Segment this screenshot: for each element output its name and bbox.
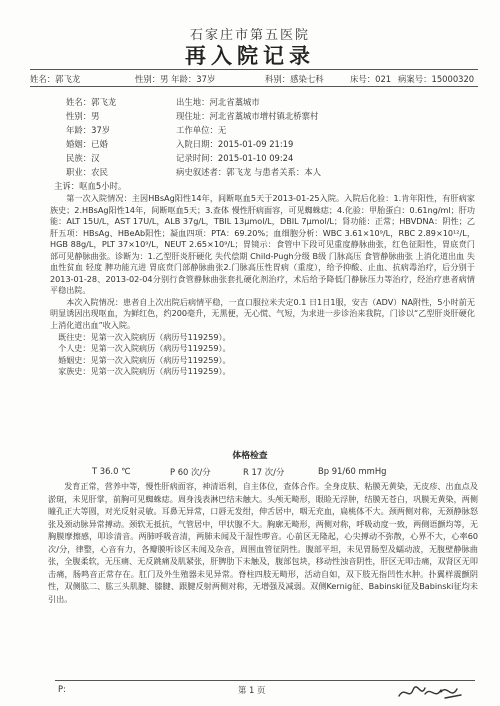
page-number: 第 1 页 bbox=[238, 685, 266, 695]
handwritten-signature bbox=[395, 680, 465, 704]
info-address: 现住址：河北省藁城市增村镇北桥寨村 bbox=[176, 111, 319, 121]
divider-top bbox=[30, 69, 478, 70]
id-case-number: 病案号：15000320 bbox=[398, 74, 475, 84]
patient-id-bar bbox=[30, 70, 480, 85]
vital-pulse: P 60 次/分 bbox=[170, 467, 211, 477]
history-current-admission: 本次入院情况：患者自上次出院后病情平稳，一直口服拉米夫定0.1 日1日1服，安吉（ADV）NA附性，5小时前无明显诱因出现呕血，为鲜红色，约200毫升，无黑便，无心慌、气短，为求进一步诊治来我院，门诊以“乙型肝炎肝硬化 上消化道出血”收入院。 bbox=[50, 296, 475, 331]
history-past-text: 见第一次入院病历（病历号119259）。 bbox=[90, 331, 231, 342]
vital-respiration: R 17 次/分 bbox=[243, 467, 285, 477]
physical-exam-heading: 体格检查 bbox=[232, 451, 268, 461]
history-personal-text: 见第一次入院病历（病历号119259）。 bbox=[90, 343, 231, 354]
physical-exam-text bbox=[48, 480, 478, 605]
footer-p-label: P: bbox=[58, 684, 66, 694]
info-sex: 性别：男 bbox=[66, 111, 100, 121]
info-narrator: 病史叙述者：郭飞龙 与患者关系：本人 bbox=[176, 167, 322, 177]
history-personal-label: 个人史： bbox=[58, 343, 91, 354]
history-family-label: 家族史： bbox=[58, 366, 91, 377]
info-admit-date: 入院日期：2015-01-09 21:19 bbox=[176, 139, 294, 149]
document-title: 再入院记录 bbox=[185, 43, 315, 68]
chief-complaint: 主诉：呕血5小时。 bbox=[54, 181, 127, 191]
hospital-name: 石家庄市第五医院 bbox=[189, 28, 310, 43]
id-sex-age: 性别：男 年龄：37岁 bbox=[135, 74, 216, 84]
history-marital-text: 见第一次入院病历（病历号119259）。 bbox=[90, 354, 231, 365]
info-marriage: 婚姻：已婚 bbox=[66, 139, 108, 149]
history-first-admission: 第一次入院情况：主因HBsAg阳性14年，间断呕血5天于2013-01-25入院。入院后化验：1.肯年阳性，有肝病家族史；2.HBsAg阳性14年，间断呕血5天；3.查体 慢性肝病面容，可见蜘蛛痣；4.化验：甲胎蛋白：0.61ng/ml；肝功能：ALT 15U/L，AST 17U/L，ALB 37g/L，TBIL 13μmol/L，DBIL 7μmol/L；肾功能：正常；HBVDNA：阴性；乙肝五项：HBsAg、HBeAb阳性；凝血四项：PTA：69.20%；血细胞分析：WBC 3.61×10⁹/L，RBC 2.89×10¹²/L，HGB 88g/L，PLT 37×10⁹/L，NEUT 2.65×10⁹/L；胃镜示：食管中下段可见重度静脉曲张，红色征阳性，胃底贲门部可见静脉曲张。诊断为：1.乙型肝炎肝硬化 失代偿期 Child-Pugh分级 B级 门脉高压 食管静脉曲张 上消化道出血 失血性贫血 轻度 脾功能亢进 胃底贲门部静脉曲张2.门脉高压性胃病（重度），给予抑酸、止血、抗病毒治疗，后分别于2013-01-28、2013-02-04分别行食管静脉曲张套扎硬化剂治疗，术后给予降低门静脉压力等治疗，经治疗患者病情平稳出院。 bbox=[50, 193, 475, 296]
vital-temperature: T 36.0 ℃ bbox=[92, 466, 131, 476]
info-name: 姓名：郭飞龙 bbox=[66, 97, 117, 107]
info-record-date: 记录时间：2015-01-10 09:24 bbox=[176, 153, 294, 163]
info-ethnicity: 民族：汉 bbox=[66, 153, 100, 163]
info-birthplace: 出生地：河北省藁城市 bbox=[176, 97, 260, 107]
history-section bbox=[50, 193, 475, 378]
vital-blood-pressure: Bp 91/60 mmHg bbox=[318, 466, 387, 476]
history-personal bbox=[50, 343, 475, 355]
history-past-label: 既往史： bbox=[58, 331, 91, 342]
info-work-unit: 工作单位：无 bbox=[176, 125, 227, 135]
id-bed: 床号：021 bbox=[350, 74, 392, 84]
history-family-text: 见第一次入院病历（病历号119259）。 bbox=[90, 366, 231, 377]
history-marital bbox=[50, 355, 475, 367]
id-name: 姓名：郭飞龙 bbox=[30, 74, 81, 84]
info-age: 年龄：37岁 bbox=[66, 125, 111, 135]
id-dept: 科别：感染七科 bbox=[265, 74, 324, 84]
history-family bbox=[50, 366, 475, 378]
history-past bbox=[50, 332, 475, 344]
history-marital-label: 婚姻史： bbox=[58, 354, 91, 365]
info-occupation: 职业：农民 bbox=[66, 167, 108, 177]
divider-bottom bbox=[30, 86, 478, 87]
physical-exam-paragraph: 发育正常，营养中等，慢性肝病面容，神清语利，自主体位，查体合作。全身皮肤、粘膜无黄染，无皮疹、出血点及淤斑，未见肝掌，前胸可见蜘蛛痣。周身浅表淋巴结未触大。头颅无畸形，眼睑无浮肿，结膜无苍白，巩膜无黄染，两侧瞳孔正大等圆，对光反射灵敏。耳鼻无异常，口唇无发绀，伸舌居中，咽无充血，扁桃体不大。颈两侧对称，无颈静脉怒张及颈动脉异常搏动。颈软无抵抗，气管居中，甲状腺不大。胸廓无畸形，两侧对称，呼吸动度一致，两侧语颤均等，无胸膜摩擦感，叩诊清音。两肺呼吸音清，两肺未闻及干湿性啰音。心前区无隆起，心尖搏动不弥散，心界不大，心率60次/分，律整，心音有力，各瓣膜听诊区未闻及杂音，周围血管征阴性。腹部平坦，未见胃肠型及蠕动波，无腹壁静脉曲张，全腹柔软，无压痛、无反跳痛及肌紧张，肝脾肋下未触及，腹部包块，移动性浊音阴性，肝区无叩击痛，双肾区无叩击痛，肠鸣音正常存在。肛门及外生殖器未见异常。脊柱四肢无畸形，活动自如，双下肢无指凹性水肿。扑翼样震颤阴性，双侧肱二、肱三头肌腱、膝腱、跟腱反射两侧对称，无增强及减弱。双侧Kernig征、Babinski征及Babinski征均未引出。 bbox=[48, 481, 478, 604]
